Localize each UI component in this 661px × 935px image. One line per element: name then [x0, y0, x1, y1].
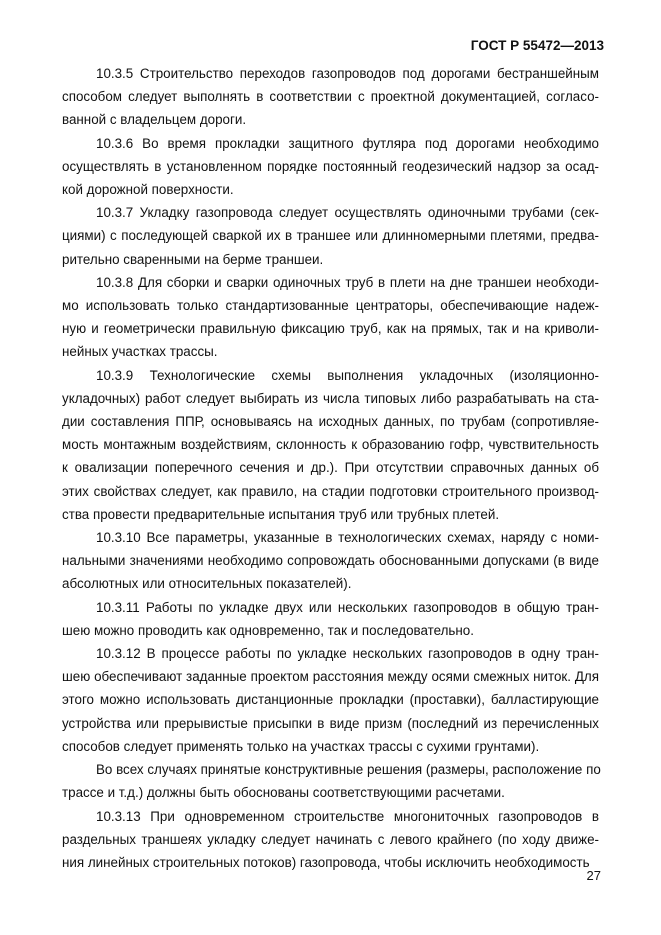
text-line: циями) с последующей сваркой их в траншее или длинномерными плетями, предва- — [62, 228, 599, 244]
paragraph — [62, 805, 599, 875]
paragraph — [62, 271, 599, 364]
text-line: рительно сваренными на берме траншеи. — [62, 251, 324, 267]
text-line: ства провести предварительные испытания труб или трубных плетей. — [62, 506, 500, 522]
text-line: нальными значениями необходимо сопровождать обоснованными допусками (в виде — [62, 553, 599, 569]
text-line: способом следует выполнять в соответствии с проектной документацией, согласо- — [62, 89, 599, 105]
text-line: ния линейных строительных потоков) газопровода, чтобы исключить необходимость — [62, 854, 590, 870]
paragraph — [62, 758, 599, 804]
text-line: ванной с владельцем дороги. — [62, 112, 247, 128]
text-line: 10.3.7 Укладку газопровода следует осуществлять одиночными трубами (сек- — [96, 205, 599, 221]
text-line: укладочных) работ следует выбирать из числа типовых либо разрабатывать на ста- — [62, 390, 599, 406]
paragraph — [62, 132, 599, 202]
text-line: Во всех случаях принятые конструктивные решения (размеры, расположение по — [96, 762, 601, 778]
paragraph — [62, 526, 599, 596]
text-line: 10.3.11 Работы по укладке двух или нескольких газопроводов в общую тран- — [96, 599, 599, 615]
text-line: 10.3.10 Все параметры, указанные в технологических схемах, наряду с номи- — [96, 530, 599, 546]
text-line: шею можно проводить как одновременно, так и последовательно. — [62, 622, 474, 638]
text-line: нейных участках трассы. — [62, 344, 218, 360]
text-line: этого можно использовать дистанционные прокладки (проставки), балластирующие — [62, 692, 599, 708]
page-number: 27 — [586, 868, 601, 883]
text-line: абсолютных или относительных показателей). — [62, 576, 352, 592]
text-line: к овализации поперечного сечения и др.). При отсутствии справочных данных об — [62, 460, 599, 476]
paragraph — [62, 364, 599, 526]
text-line: шею обеспечивают заданные проектом расстояния между осями смежных ниток. Для — [62, 669, 599, 685]
text-line: кой дорожной поверхности. — [62, 182, 234, 198]
text-line: 10.3.9 Технологические схемы выполнения укладочных (изоляционно- — [96, 367, 599, 383]
text-line: дии составления ППР, основываясь на исходных данных, по трубам (сопротивляе- — [62, 414, 599, 430]
text-line: этих свойствах следует, как правило, на стадии подготовки строительного производ- — [62, 483, 599, 499]
text-line: 10.3.5 Строительство переходов газопроводов под дорогами бестраншейным — [96, 66, 599, 81]
text-line: 10.3.8 Для сборки и сварки одиночных труб в плети на дне траншеи необходи- — [96, 274, 599, 290]
document-body — [62, 62, 599, 874]
paragraph — [62, 642, 599, 758]
text-line: мо использовать только стандартизованные центраторы, обеспечивающие надеж- — [62, 298, 599, 314]
text-line: мость монтажным воздействиям, склонность к образованию гофр, чувствительность — [62, 437, 599, 453]
text-line: осуществлять в установленном порядке постоянный геодезический надзор за осад- — [62, 158, 599, 174]
text-line: 10.3.6 Во время прокладки защитного футляра под дорогами необходимо — [96, 135, 599, 151]
text-line: трассе и т.д.) должны быть обоснованы соответствующими расчетами. — [62, 785, 505, 801]
text-line: ную и геометрически правильную фиксацию труб, как на прямых, так и на криволи- — [62, 321, 599, 337]
text-line: раздельных траншеях укладку следует начинать с левого крайнего (по ходу движе- — [62, 831, 599, 847]
text-line: 10.3.13 При одновременном строительстве многониточных газопроводов в — [96, 808, 599, 824]
text-line: устройства или прерывистые присыпки в виде призм (последний из перечисленных — [62, 715, 599, 731]
text-line: 10.3.12 В процессе работы по укладке нескольких газопроводов в одну тран- — [96, 646, 599, 662]
paragraph — [62, 62, 599, 132]
paragraph — [62, 201, 599, 271]
paragraph — [62, 596, 599, 642]
text-line: способов следует применять только на участках трассы с сухими грунтами). — [62, 738, 540, 754]
document-header: ГОСТ Р 55472—2013 — [470, 38, 604, 53]
